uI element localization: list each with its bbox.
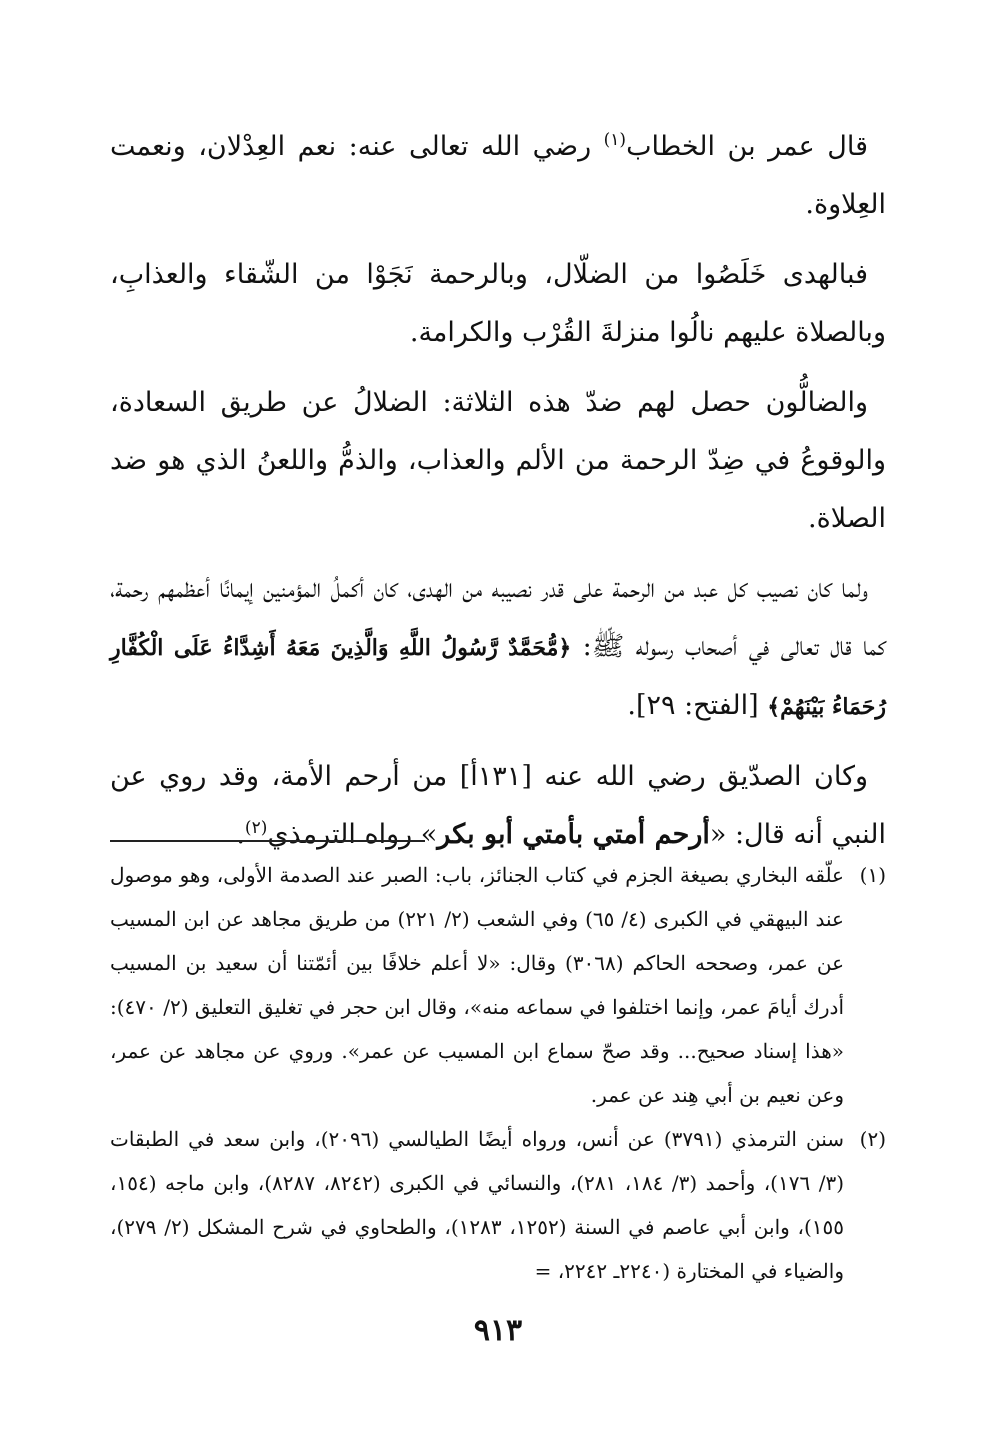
paragraph-3: والضالُّون حصل لهم ضدّ هذه الثلاثة: الضلالُ عن طريق السعادة، والوقوعُ في ضِدّ الرحمة من الألم والعذاب، والذمُّ واللعنُ الذي هو ضد الصلاة. [110,387,886,534]
paragraph-2: فبالهدى خَلَصُوا من الضلّال، وبالرحمة نَجَوْا من الشّقاء والعذابِ، وبالصلاة عليهم نالُوا منزلةَ القُرْب والكرامة. [110,259,886,348]
page-number: ٩١٣ [473,1313,523,1348]
footnote-text: علّقه البخاري بصيغة الجزم في كتاب الجنائز، باب: الصبر عند الصدمة الأولى، وهو موصول عند البيهقي في الكبرى (٤/ ٦٥) وفي الشعب (٢/ ٢٢١) من طريق مجاهد عن ابن المسيب عن عمر، وصححه الحاكم (٣٠٦٨) وقال: «لا أعلم خلافًا بين أئمّتنا أن سعيد بن المسيب أدرك أيامَ عمر، وإنما اختلفوا في سماعه منه»، وقال ابن حجر في تغليق التعليق (٢/ ٤٧٠): «هذا إسناد صحيح... وقد صحّ سماع ابن المسيب عن عمر». وروي عن مجاهد عن عمر، وعن نعيم بن أبي هِند عن عمر. [110,863,845,1107]
paragraph-5-text-a: وكان الصدّيق رضي الله عنه [١٣١أ] من أرحم الأمة، وقد روي عن النبي أنه قال: « [110,761,886,850]
paragraph-5-text-b: » رواه الترمذي [267,819,438,850]
footnote-separator [110,840,425,842]
footnote-ref-1[interactable]: (١) [603,130,627,150]
paragraph-4-text-a: ولما كان نصيب كل عبد من الرحمة على قدر نصيبه من الهدى، كان أكملُ المؤمنين إيمانًا أعظمهم رحمة، كما قال تعالى في أصحاب رسوله ﷺ: [110,573,886,662]
quran-verse: ﴿مُّحَمَّدٌ رَّسُولُ اللَّهِ وَالَّذِينَ مَعَهُ أَشِدَّاءُ عَلَى الْكُفَّارِ رُحَمَاءُ بَيْنَهُمْ﴾ [110,635,886,720]
paragraph-5-end: . [236,819,245,850]
hadith-quote: أرحم أمتي بأمتي أبو بكر [437,819,710,850]
footnote-number: (١) [859,863,886,887]
paragraph-4-text-b: [الفتح: ٢٩]. [627,690,768,721]
book-page [110,118,886,1418]
footnote-number: (٢) [859,1127,886,1151]
footnote-text: سنن الترمذي (٣٧٩١) عن أنس، ورواه أيضًا الطيالسي (٢٠٩٦)، وابن سعد في الطبقات (٣/ ١٧٦)، وأحمد (٣/ ١٨٤، ٢٨١)، والنسائي في الكبرى (٨٢٤٢، ٨٢٨٧)، وابن ماجه (١٥٤، ١٥٥)، وابن أبي عاصم في السنة (١٢٥٢، ١٢٨٣)، والطحاوي في شرح المشكل (٢/ ٢٧٩)، والضياء في المختارة (٢٢٤٠ـ ٢٢٤٢، = [110,1127,844,1283]
footnote-1 [110,853,886,1117]
main-text [110,118,886,864]
paragraph-5 [110,748,886,864]
paragraph-4 [110,560,886,736]
paragraph-1 [110,118,886,234]
footnote-2 [110,1117,886,1293]
footnote-ref-2[interactable]: (٢) [244,818,268,838]
footnotes [110,853,886,1293]
paragraph-1-text-b: رضي الله تعالى عنه: نعم العِدْلان، ونعمت العِلاوة. [110,131,886,220]
paragraph-1-text-a: قال عمر بن الخطاب [626,131,868,162]
